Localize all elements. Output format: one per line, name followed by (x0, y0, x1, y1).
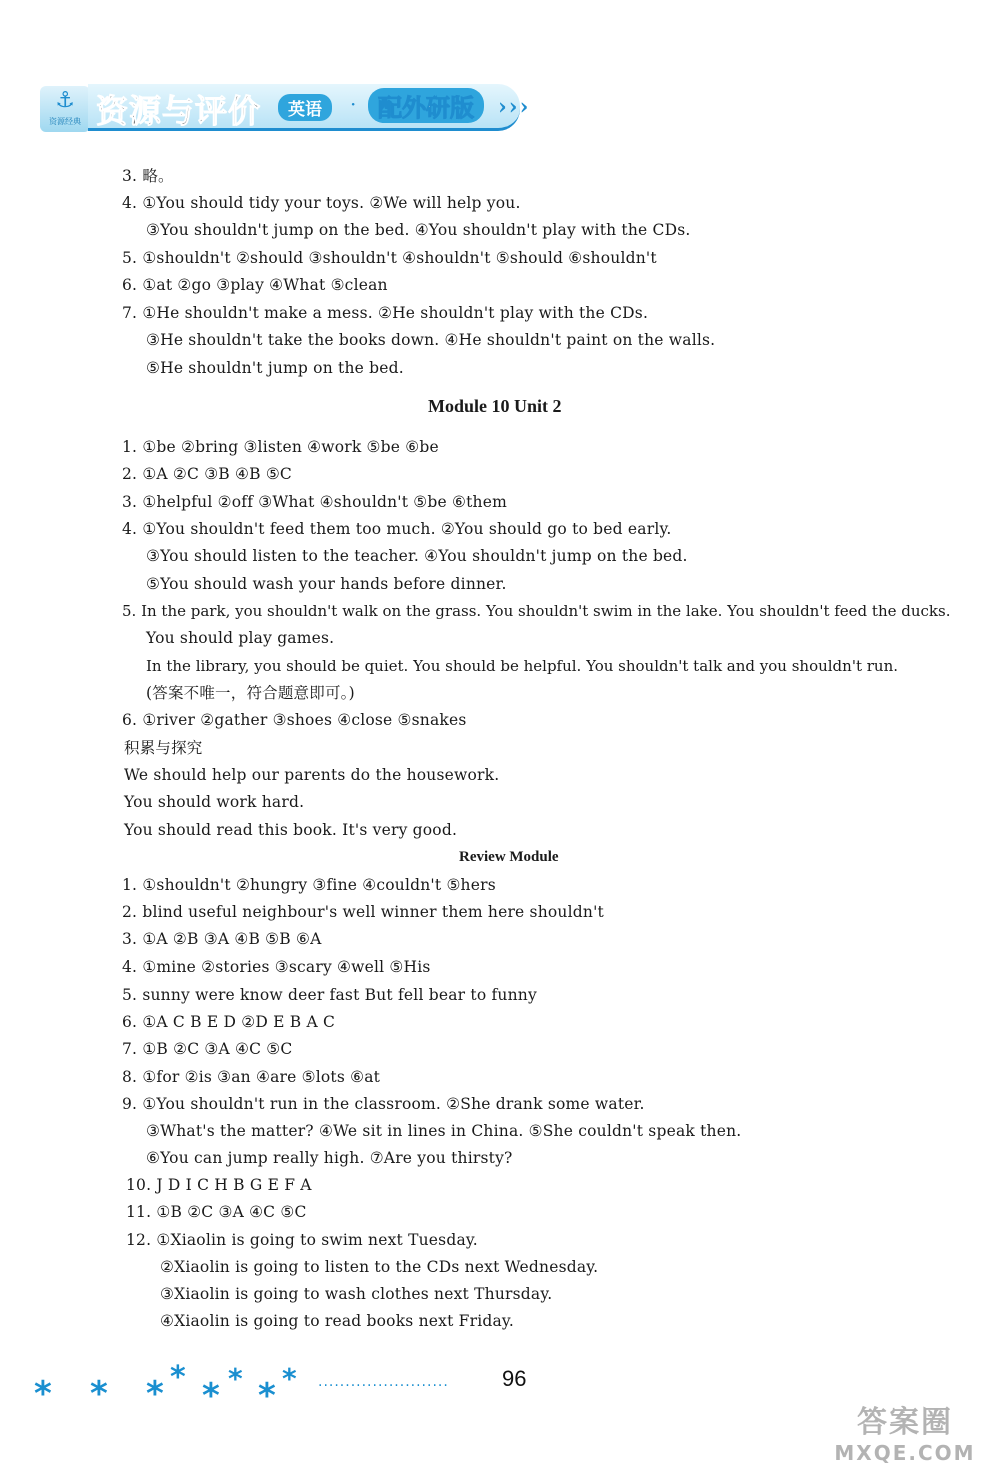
answer-line: 5. In the park, you shouldn't walk on the grass. You shouldn't swim in the lake. You shouldn't feed the ducks. (122, 602, 951, 620)
answer-line: 4. ①You should tidy your toys. ②We will help you. (122, 194, 521, 212)
watermark-url: MXQE.COM (834, 1441, 976, 1465)
answer-line: 12. ①Xiaolin is going to swim next Tuesday. (126, 1231, 478, 1249)
answer-line: 4. ①You shouldn't feed them too much. ②You should go to bed early. (122, 520, 672, 538)
answer-line: ③Xiaolin is going to wash clothes next Thursday. (160, 1285, 553, 1303)
logo-mark-icon: ⚓ (56, 88, 74, 113)
answer-line: You should play games. (146, 629, 335, 647)
title-separator: · (350, 92, 357, 116)
chevron-right-icon: ››› (498, 94, 531, 120)
answer-line: ③You shouldn't jump on the bed. ④You shouldn't play with the CDs. (146, 221, 691, 239)
answer-note: (答案不唯一，符合题意即可。) (146, 684, 355, 702)
page-number: 96 (502, 1366, 527, 1391)
answer-line: ⑤You should wash your hands before dinner. (146, 575, 507, 593)
answer-line: 6. ①A C B E D ②D E B A C (122, 1013, 336, 1031)
star-decoration (28, 1360, 328, 1416)
answer-line: 9. ①You shouldn't run in the classroom. ②She drank some water. (122, 1095, 645, 1113)
site-watermark (830, 1405, 980, 1471)
answer-line: 4. ①mine ②stories ③scary ④well ⑤His (122, 958, 431, 976)
title-banner (88, 84, 520, 131)
star-icon: * (90, 1374, 108, 1414)
publisher-logo (40, 86, 90, 132)
star-icon: * (282, 1362, 297, 1395)
answer-line: ③What's the matter? ④We sit in lines in China. ⑤She couldn't speak then. (146, 1122, 742, 1140)
dotted-leader: ........................ (318, 1374, 449, 1390)
answer-line: 5. ①shouldn't ②should ③shouldn't ④shouldn't ⑤should ⑥shouldn't (122, 249, 657, 267)
answer-line: We should help our parents do the housework. (124, 766, 500, 784)
star-icon: * (228, 1362, 243, 1395)
star-icon: * (258, 1376, 276, 1416)
book-title: 资源与评价 (96, 92, 262, 130)
answer-line: 3. 略。 (122, 167, 174, 185)
star-icon: * (34, 1374, 52, 1414)
answer-line: 7. ①He shouldn't make a mess. ②He shouldn't play with the CDs. (122, 304, 649, 322)
answer-line: ④Xiaolin is going to read books next Friday. (160, 1312, 514, 1330)
answer-line: 7. ①B ②C ③A ④C ⑤C (122, 1040, 293, 1058)
star-icon: * (202, 1376, 220, 1416)
star-icon: * (146, 1374, 164, 1414)
answer-line: ③You should listen to the teacher. ④You shouldn't jump on the bed. (146, 547, 688, 565)
answer-line: 1. ①shouldn't ②hungry ③fine ④couldn't ⑤hers (122, 876, 496, 894)
answer-line: 5. sunny were know deer fast But fell bear to funny (122, 986, 537, 1004)
answer-line: ③He shouldn't take the books down. ④He shouldn't paint on the walls. (146, 331, 716, 349)
answer-line: 3. ①A ②B ③A ④B ⑤B ⑥A (122, 930, 322, 948)
answer-line: 6. ①at ②go ③play ④What ⑤clean (122, 276, 388, 294)
star-icon: * (170, 1360, 186, 1395)
answer-line: 3. ①helpful ②off ③What ④shouldn't ⑤be ⑥them (122, 493, 508, 511)
answer-line: 11. ①B ②C ③A ④C ⑤C (126, 1203, 307, 1221)
section-heading-review-module: Review Module (459, 849, 559, 865)
answer-line: 10. J D I C H B G E F A (126, 1176, 312, 1194)
answer-line: In the library, you should be quiet. You should be helpful. You shouldn't talk and you shouldn't run. (146, 657, 898, 675)
answer-line: ⑤He shouldn't jump on the bed. (146, 359, 404, 377)
answer-line: You should work hard. (124, 793, 305, 811)
section-heading-module-10-unit-2: Module 10 Unit 2 (428, 396, 562, 416)
answer-line: 6. ①river ②gather ③shoes ④close ⑤snakes (122, 711, 467, 729)
answer-line: You should read this book. It's very good. (124, 821, 458, 839)
answer-line: 1. ①be ②bring ③listen ④work ⑤be ⑥be (122, 438, 439, 456)
subsection-heading: 积累与探究 (124, 739, 203, 757)
watermark-logo-text: 答案圈 (857, 1405, 953, 1440)
logo-text: 资源经典 (49, 117, 81, 126)
header-banner (40, 84, 560, 136)
edition-label: 配外研版 (368, 88, 484, 123)
answer-line: 2. blind useful neighbour's well winner them here shouldn't (122, 903, 604, 921)
subject-badge: 英语 (278, 94, 332, 121)
answer-line: ②Xiaolin is going to listen to the CDs next Wednesday. (160, 1258, 599, 1276)
answer-line: 2. ①A ②C ③B ④B ⑤C (122, 465, 292, 483)
answer-line: 8. ①for ②is ③an ④are ⑤lots ⑥at (122, 1068, 381, 1086)
answer-line: ⑥You can jump really high. ⑦Are you thirsty? (146, 1149, 513, 1167)
